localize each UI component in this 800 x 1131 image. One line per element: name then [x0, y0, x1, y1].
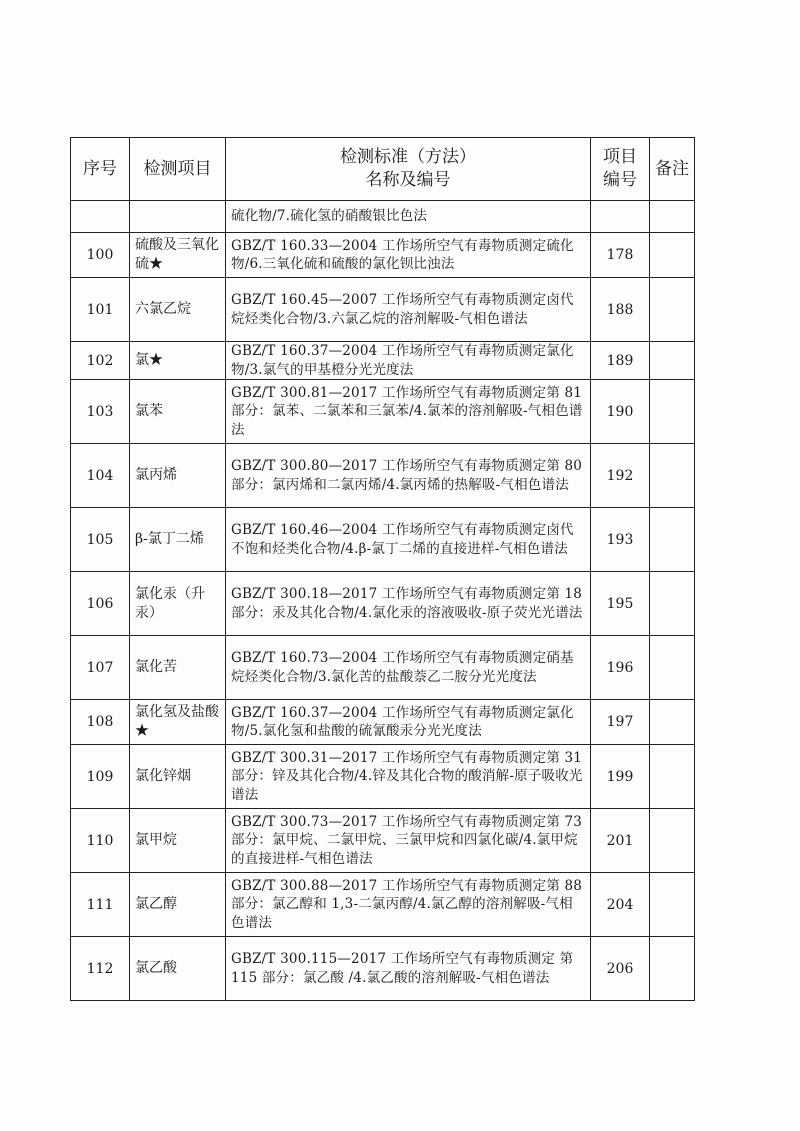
- cell-code: 197: [591, 700, 650, 745]
- cell-seq: 107: [71, 636, 130, 700]
- cell-code: 178: [591, 233, 650, 278]
- cell-seq: 103: [71, 380, 130, 444]
- table-row: [71, 873, 695, 937]
- cell-seq: 111: [71, 873, 130, 937]
- table-row: [71, 342, 695, 380]
- header-standard-line1: 检测标准（方法）: [340, 147, 476, 167]
- cell-note: [650, 745, 695, 809]
- header-note: 备注: [650, 138, 695, 201]
- cell-item: 氯乙酸: [130, 937, 226, 1001]
- cell-note: [650, 444, 695, 508]
- table-row: [71, 745, 695, 809]
- cell-note: [650, 572, 695, 636]
- cell-standard: GBZ/T 300.115—2017 工作场所空气有毒物质测定 第 115 部分：氯乙酸 /4.氯乙酸的溶剂解吸-气相色谱法: [226, 937, 591, 1001]
- cell-code: 189: [591, 342, 650, 380]
- table-row: [71, 380, 695, 444]
- cell-item: 氯丙烯: [130, 444, 226, 508]
- cell-standard: GBZ/T 300.73—2017 工作场所空气有毒物质测定第 73 部分：氯甲烷、二氯甲烷、三氯甲烷和四氯化碳/4.氯甲烷的直接进样-气相色谱法: [226, 809, 591, 873]
- cell-code: 196: [591, 636, 650, 700]
- cell-note: [650, 278, 695, 342]
- cell-standard: GBZ/T 300.88—2017 工作场所空气有毒物质测定第 88 部分：氯乙醇和 1,3-二氯丙醇/4.氯乙醇的溶剂解吸-气相色谱法: [226, 873, 591, 937]
- table-row: [71, 444, 695, 508]
- cell-note: [650, 636, 695, 700]
- table-header: [71, 138, 695, 201]
- cell-code: 193: [591, 508, 650, 572]
- standards-table: [70, 137, 695, 1001]
- cell-standard: 硫化物/7.硫化氢的硝酸银比色法: [226, 201, 591, 233]
- cell-code: 204: [591, 873, 650, 937]
- cell-standard: GBZ/T 300.18—2017 工作场所空气有毒物质测定第 18 部分：汞及其化合物/4.氯化汞的溶液吸收-原子荧光光谱法: [226, 572, 591, 636]
- cell-code: 201: [591, 809, 650, 873]
- cell-standard: GBZ/T 300.31—2017 工作场所空气有毒物质测定第 31 部分：锌及其化合物/4.锌及其化合物的酸消解-原子吸收光谱法: [226, 745, 591, 809]
- cell-standard: GBZ/T 300.80—2017 工作场所空气有毒物质测定第 80 部分：氯丙烯和二氯丙烯/4.氯丙烯的热解吸-气相色谱法: [226, 444, 591, 508]
- table-row: [71, 636, 695, 700]
- cell-seq: 110: [71, 809, 130, 873]
- cell-note: [650, 700, 695, 745]
- cell-note: [650, 201, 695, 233]
- cell-code: 190: [591, 380, 650, 444]
- cell-seq: 106: [71, 572, 130, 636]
- header-item: 检测项目: [130, 138, 226, 201]
- cell-item: 氯化汞（升汞）: [130, 572, 226, 636]
- cell-standard: GBZ/T 160.37—2004 工作场所空气有毒物质测定氯化物/5.氯化氢和盐酸的硫氰酸汞分光光度法: [226, 700, 591, 745]
- table-row: [71, 937, 695, 1001]
- cell-code: 188: [591, 278, 650, 342]
- continuation-row: [71, 201, 695, 233]
- cell-item: 氯化苦: [130, 636, 226, 700]
- table-body: [71, 201, 695, 1001]
- cell-seq: 105: [71, 508, 130, 572]
- header-standard: [226, 138, 591, 201]
- cell-note: [650, 508, 695, 572]
- header-seq: 序号: [71, 138, 130, 201]
- cell-standard: GBZ/T 160.46—2004 工作场所空气有毒物质测定卤代不饱和烃类化合物/4.β-氯丁二烯的直接进样-气相色谱法: [226, 508, 591, 572]
- cell-item: [130, 201, 226, 233]
- table-row: [71, 233, 695, 278]
- cell-item: 氯乙醇: [130, 873, 226, 937]
- table-row: [71, 508, 695, 572]
- table-row: [71, 278, 695, 342]
- cell-seq: 112: [71, 937, 130, 1001]
- cell-code: 199: [591, 745, 650, 809]
- header-standard-line2: 名称及编号: [365, 170, 451, 190]
- cell-item: 氯化锌烟: [130, 745, 226, 809]
- cell-item: 氯苯: [130, 380, 226, 444]
- cell-item: 硫酸及三氧化硫★: [130, 233, 226, 278]
- header-code: [591, 138, 650, 201]
- cell-item: β-氯丁二烯: [130, 508, 226, 572]
- cell-note: [650, 809, 695, 873]
- table-row: [71, 809, 695, 873]
- cell-seq: 101: [71, 278, 130, 342]
- cell-note: [650, 233, 695, 278]
- cell-item: 氯化氢及盐酸★: [130, 700, 226, 745]
- cell-seq: 100: [71, 233, 130, 278]
- cell-code: 195: [591, 572, 650, 636]
- cell-code: 192: [591, 444, 650, 508]
- cell-code: [591, 201, 650, 233]
- cell-item: 氯★: [130, 342, 226, 380]
- cell-seq: 104: [71, 444, 130, 508]
- cell-seq: 108: [71, 700, 130, 745]
- cell-standard: GBZ/T 160.73—2004 工作场所空气有毒物质测定硝基烷烃类化合物/3.氯化苦的盐酸萘乙二胺分光光度法: [226, 636, 591, 700]
- cell-seq: [71, 201, 130, 233]
- cell-seq: 109: [71, 745, 130, 809]
- cell-note: [650, 380, 695, 444]
- cell-note: [650, 342, 695, 380]
- cell-note: [650, 937, 695, 1001]
- table-row: [71, 572, 695, 636]
- cell-item: 六氯乙烷: [130, 278, 226, 342]
- cell-standard: GBZ/T 300.81—2017 工作场所空气有毒物质测定第 81 部分：氯苯、二氯苯和三氯苯/4.氯苯的溶剂解吸-气相色谱法: [226, 380, 591, 444]
- table-row: [71, 700, 695, 745]
- cell-seq: 102: [71, 342, 130, 380]
- cell-note: [650, 873, 695, 937]
- cell-standard: GBZ/T 160.45—2007 工作场所空气有毒物质测定卤代烷烃类化合物/3.六氯乙烷的溶剂解吸-气相色谱法: [226, 278, 591, 342]
- header-code-line1: 项目: [603, 147, 637, 167]
- cell-standard: GBZ/T 160.37—2004 工作场所空气有毒物质测定氯化物/3.氯气的甲基橙分光光度法: [226, 342, 591, 380]
- header-code-line2: 编号: [603, 170, 637, 190]
- cell-standard: GBZ/T 160.33—2004 工作场所空气有毒物质测定硫化物/6.三氧化硫和硫酸的氯化钡比浊法: [226, 233, 591, 278]
- cell-item: 氯甲烷: [130, 809, 226, 873]
- cell-code: 206: [591, 937, 650, 1001]
